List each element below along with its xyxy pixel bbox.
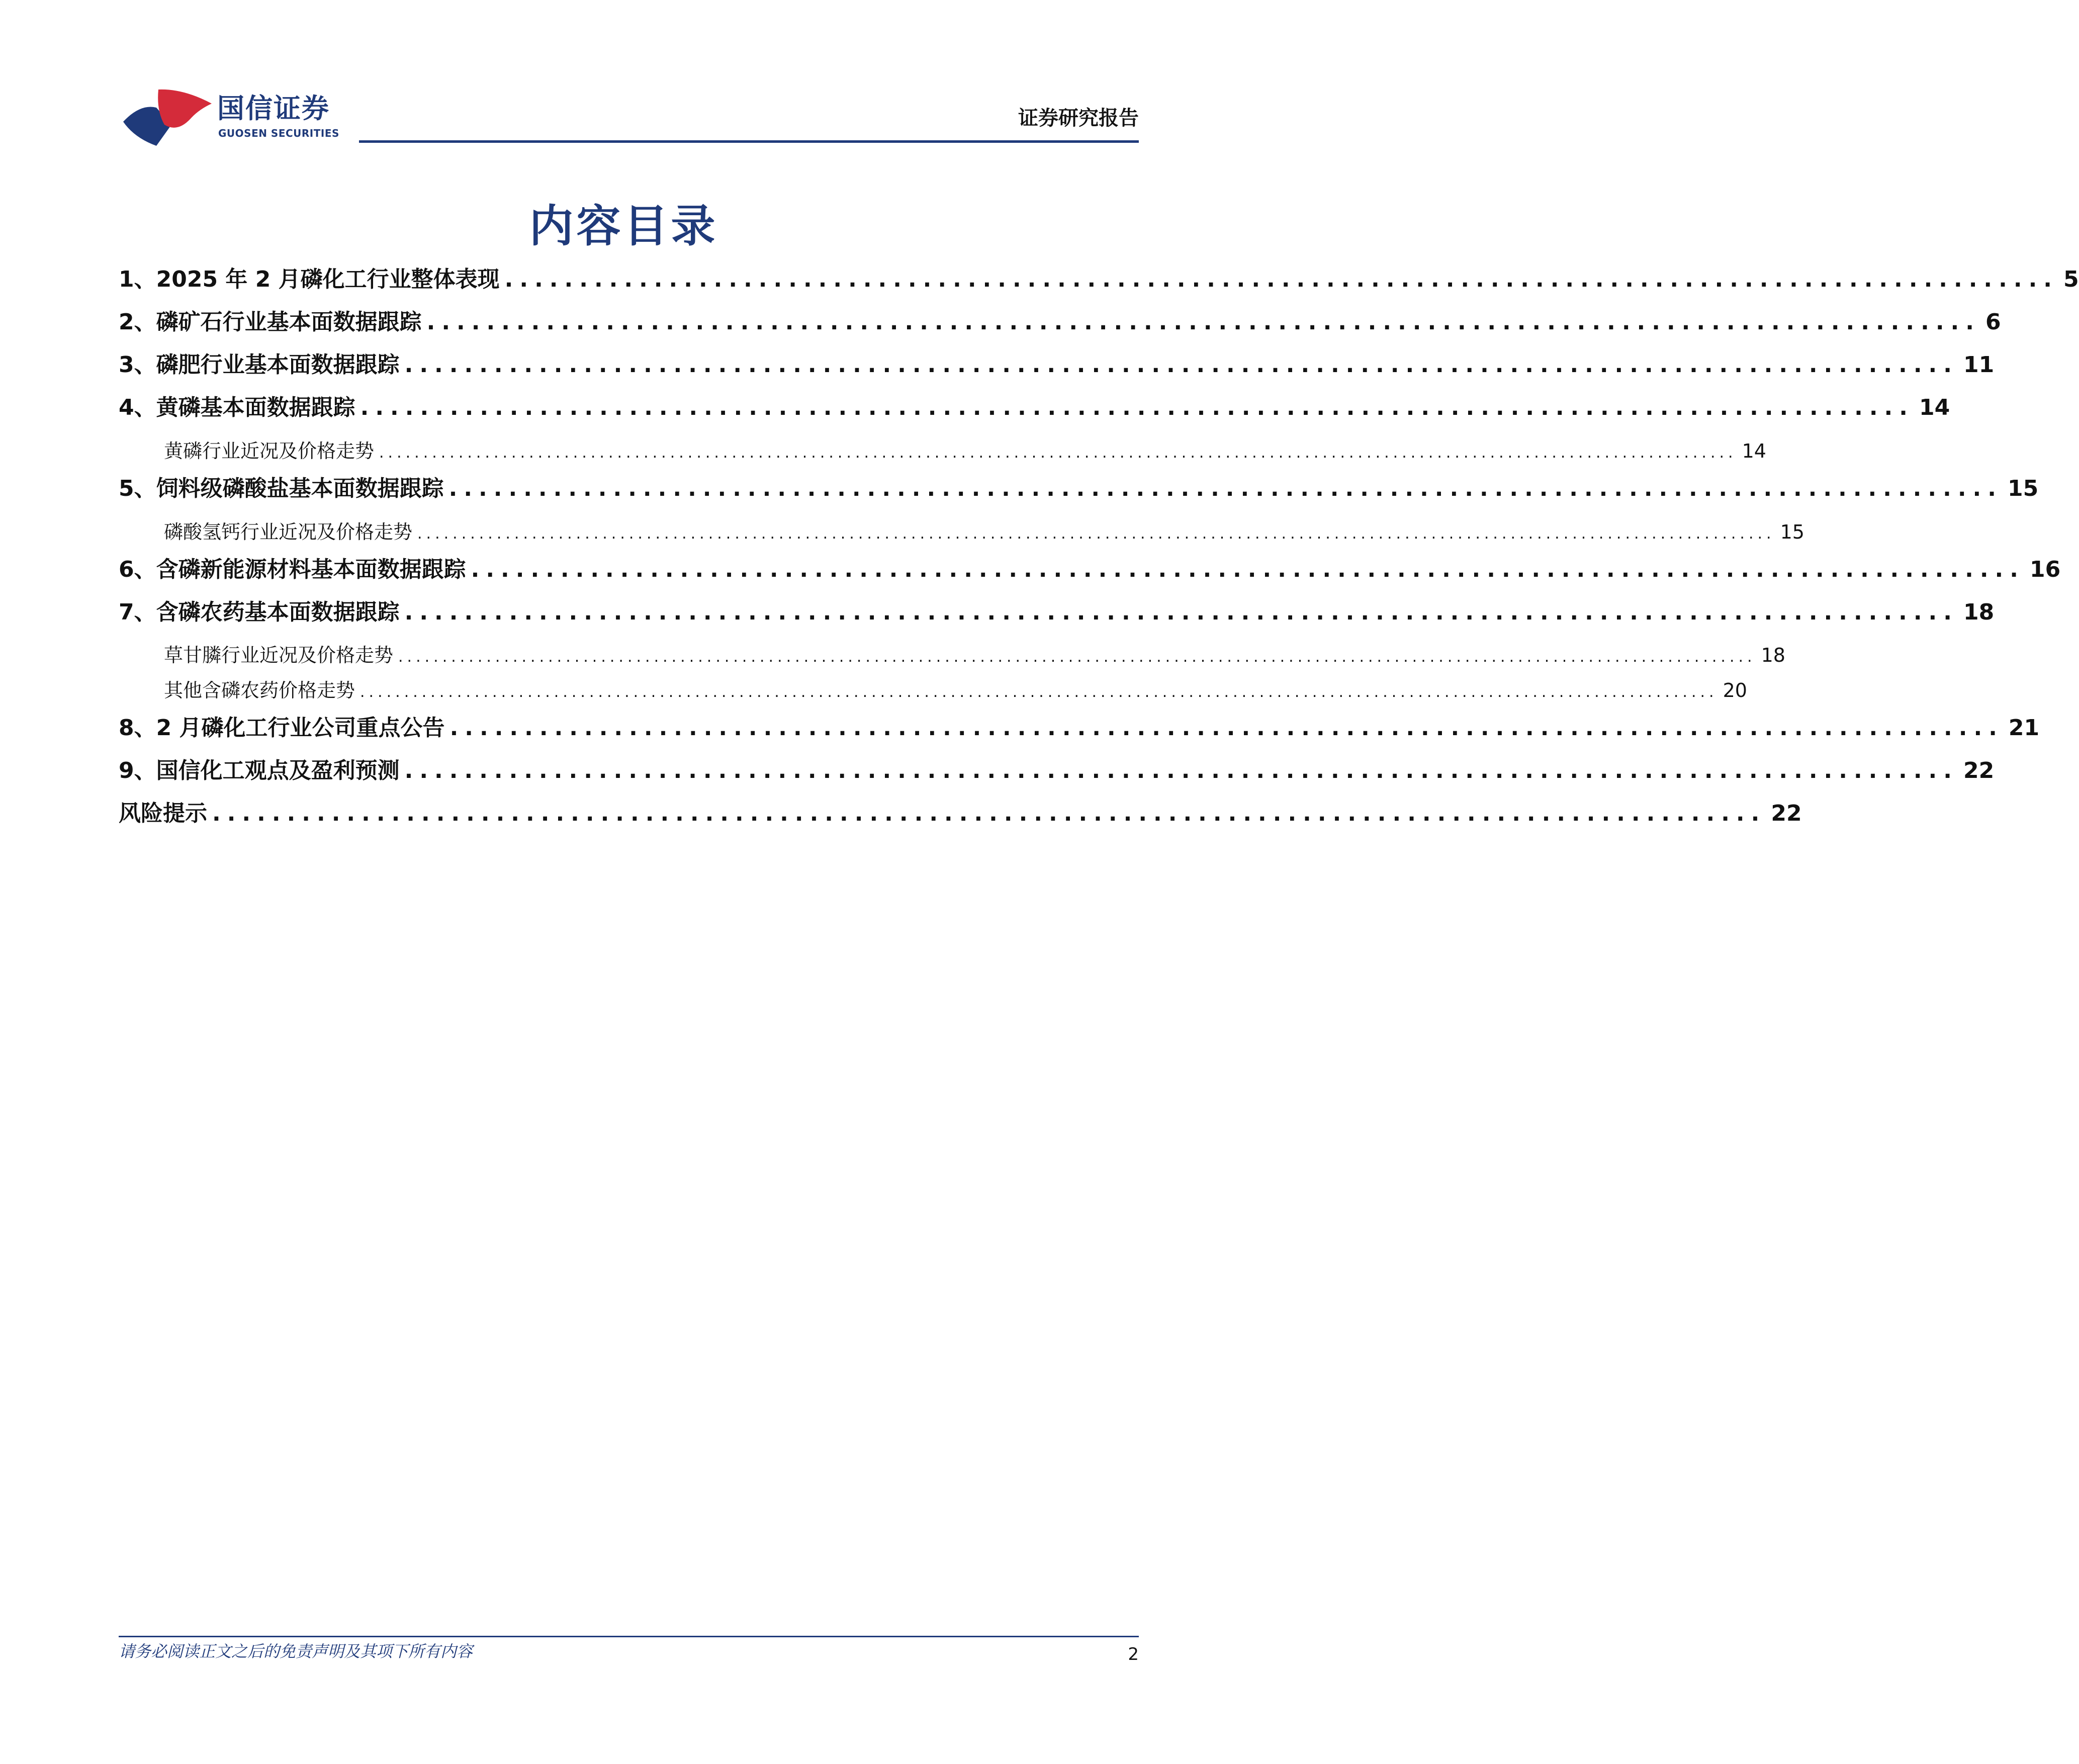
toc-leader-dots: .......................................................................................................................................................... (417, 525, 1775, 543)
toc-entry[interactable] (119, 266, 2079, 294)
toc-entry-title: 磷酸氢钙行业近况及价格走势 (164, 521, 413, 543)
toc-entry-page: 14 (1919, 395, 1950, 420)
toc-entry-page: 22 (1771, 801, 1802, 826)
toc-entry-page: 18 (1963, 599, 1995, 625)
toc-leader-dots: ........................................................................................................ (448, 476, 2003, 501)
toc-leader-dots: .......................................................................................................................................................... (379, 444, 1737, 462)
toc-entry-title: 5、饲料级磷酸盐基本面数据跟踪 (119, 476, 444, 501)
toc-entry-title: 6、含磷新能源材料基本面数据跟踪 (119, 557, 466, 582)
toc-entry[interactable] (119, 351, 1995, 379)
toc-title: 内容目录 (529, 200, 718, 252)
toc-leader-dots: .......................................................................................................................................................... (360, 683, 1718, 701)
guosen-logo-icon (123, 90, 212, 146)
toc-leader-dots: ........................................................................................................ (449, 715, 2004, 741)
toc-entry-title: 2、磷矿石行业基本面数据跟踪 (119, 309, 422, 335)
footer-divider (119, 1636, 1139, 1637)
toc-entry-title: 其他含磷农药价格走势 (164, 679, 355, 701)
toc-entry-title: 草甘膦行业近况及价格走势 (164, 644, 394, 666)
toc-entry-title: 4、黄磷基本面数据跟踪 (119, 395, 355, 420)
toc-entry[interactable] (119, 475, 2039, 503)
toc-entry-title: 8、2 月磷化工行业公司重点公告 (119, 715, 445, 741)
toc-subentry[interactable] (119, 678, 1747, 705)
toc-entry-page: 16 (2029, 557, 2061, 582)
toc-leader-dots: ........................................................................................................ (404, 599, 1958, 625)
toc-entry-page: 14 (1742, 440, 1766, 462)
toc-leader-dots: ........................................................................................................ (426, 309, 1980, 335)
toc-entry[interactable] (119, 714, 2040, 742)
toc-leader-dots: ........................................................................................................ (212, 801, 1766, 826)
toc-entry-title: 3、磷肥行业基本面数据跟踪 (119, 352, 400, 378)
toc-leader-dots: ........................................................................................................ (404, 758, 1958, 783)
toc-entry-title: 风险提示 (119, 801, 207, 826)
toc-entry-page: 15 (2007, 476, 2039, 501)
toc-entry-page: 11 (1963, 352, 1995, 378)
page-number: 2 (1128, 1644, 1139, 1664)
toc-entry-title: 1、2025 年 2 月磷化工行业整体表现 (119, 267, 500, 292)
toc-leader-dots: ........................................................................................................ (360, 395, 1914, 420)
toc-entry[interactable] (119, 800, 1802, 828)
toc-entry-page: 18 (1761, 644, 1785, 666)
toc-entry[interactable] (119, 394, 1950, 422)
toc-entry[interactable] (119, 598, 1995, 627)
toc-subentry[interactable] (119, 643, 1785, 670)
toc-entry-page: 6 (1985, 309, 2001, 335)
toc-leader-dots: .......................................................................................................................................................... (398, 648, 1756, 666)
report-type-label: 证券研究报告 (1018, 107, 1139, 130)
toc-entry[interactable] (119, 757, 1995, 785)
brand-name-cn: 国信证券 (217, 93, 330, 124)
toc-leader-dots: ........................................................................................................ (504, 267, 2058, 292)
toc-leader-dots: ........................................................................................................ (404, 352, 1958, 378)
toc-entry[interactable] (119, 308, 2001, 336)
brand-name-en: GUOSEN SECURITIES (218, 127, 339, 139)
toc-subentry[interactable] (119, 438, 1766, 466)
toc-entry-title: 黄磷行业近况及价格走势 (164, 440, 375, 462)
toc-leader-dots: ........................................................................................................ (471, 557, 2025, 582)
toc-entry-title: 9、国信化工观点及盈利预测 (119, 758, 400, 783)
toc-entry-page: 15 (1780, 521, 1804, 543)
header-divider (359, 140, 1139, 143)
toc-entry-page: 22 (1963, 758, 1995, 783)
toc-entry-page: 21 (2008, 715, 2040, 741)
toc-entry[interactable] (119, 556, 2061, 584)
toc-entry-title: 7、含磷农药基本面数据跟踪 (119, 599, 400, 625)
toc-subentry[interactable] (119, 519, 1804, 547)
footer-disclaimer: 请务必阅读正文之后的免责声明及其项下所有内容 (119, 1642, 473, 1661)
toc-entry-page: 5 (2063, 267, 2079, 292)
toc-entry-page: 20 (1723, 679, 1747, 701)
